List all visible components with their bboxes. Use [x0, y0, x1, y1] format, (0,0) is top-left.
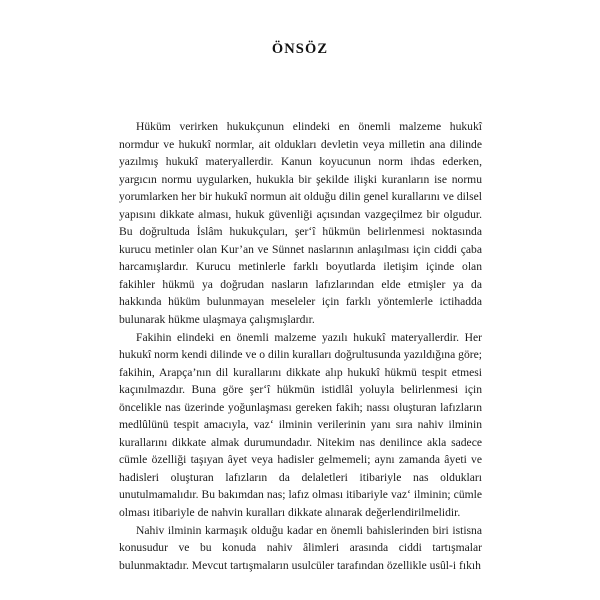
paragraph: Nahiv ilminin karmaşık olduğu kadar en önemli bahislerinden biri istisna konusudur ve bu konuda nahiv âlimleri arasında ciddi tartışmalar bulunmaktadır. Mevcut tartışmaların usulcüler tarafından özellikle usûl-i fıkıh	[119, 523, 482, 572]
document-body	[119, 118, 482, 574]
paragraph: Fakihin elindeki en önemli malzeme yazılı hukukî materyallerdir. Her hukukî norm kendi dilinde ve o dilin kuralları doğrultusunda yazıldığına göre; fakihin, Arapça’nın dil kurallarını dikkate alıp hukukî hükmü tespit etmesi kaçınılmazdır. Buna göre şer‘î hükmün istidlâl yoluyla belirlenmesi için öncelikle nas üzerinde yoğunlaşması gereken fakih; nassı oluşturan lafızların medlûlünü tespit amacıyla, vaz‘ ilminin verilerinin yanı sıra nahiv ilminin kurallarını dikkate almak durumundadır. Nitekim nas denilince akla sadece cümle özelliği taşıyan âyet veya hadisler gelmemeli; aynı zamanda âyeti ve hadisleri oluşturan lafızların da delaletleri itibariyle nas oldukları unutulmamalıdır. Bu bakımdan nas; lafız olması itibariyle vaz‘ ilminin; cümle olması itibariyle de nahvin kuralları dikkate alınarak değerlendirilmelidir.	[119, 330, 482, 520]
paragraph: Hüküm verirken hukukçunun elindeki en önemli malzeme hukukî normdur ve hukukî normlar, ait oldukları devletin veya milletin ana dilinde yazılmış hukukî materyallerdir. Kanun koyucunun norm ihdas ederken, yargıcın normu uygularken, hukukla bir şekilde ilişki kuranların ise normu yorumlarken her bir hukukî normun ait olduğu dilin genel kurallarını ve dilsel yapısını dikkate alması, hukuk güvenliği açısından vazgeçilmez bir olgudur. Bu doğrultuda İslâm hukukçuları, şer‘î hükmün belirlenmesi noktasında kurucu metinler olan Kur’an ve Sünnet naslarının anlaşılması için ciddi çaba harcamışlardır. Kurucu metinlerle farklı boyutlarda iletişim içinde olan fakihler hükmü ya doğrudan nasların lafızlarından elde etmişler ya da hakkında hüküm bulunmayan meseleler için farklı yöntemlerle ictihadda bulunarak hükme ulaşmaya çalışmışlardır.	[119, 120, 482, 327]
page-title: ÖNSÖZ	[271, 40, 329, 57]
